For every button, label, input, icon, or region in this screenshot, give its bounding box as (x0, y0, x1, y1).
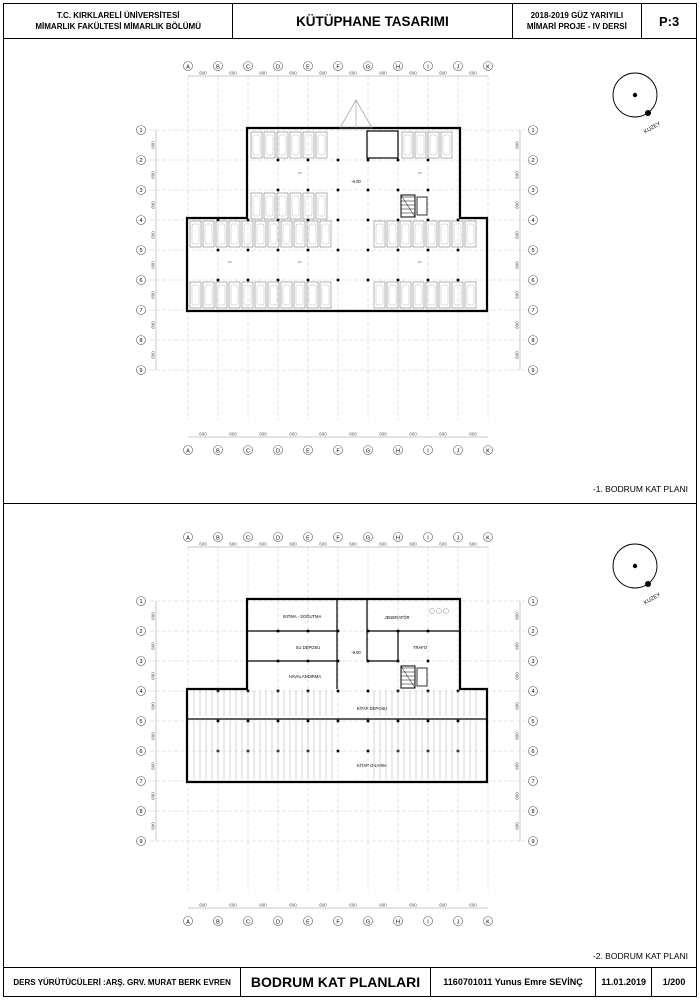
structural-column (337, 690, 340, 693)
grid-label-col-bottom: B (216, 448, 220, 455)
dimension-label: 600 (150, 822, 156, 830)
grid-label-row-right: 6 (531, 278, 535, 284)
elevator (417, 668, 427, 686)
dimension-label: 600 (349, 902, 357, 908)
dimension-label: 600 (514, 171, 520, 179)
drive-arrow-icon: ⇐ (417, 260, 423, 266)
grid-label-row-left: 4 (139, 218, 143, 224)
dimension-label: 600 (514, 261, 520, 269)
grid-label-col-bottom: G (365, 448, 371, 455)
project-title: KÜTÜPHANE TASARIMI (233, 4, 512, 38)
grid-label-col-bottom: A (186, 448, 190, 455)
level-marker: -9.00 (351, 650, 361, 655)
dimension-label: 600 (199, 541, 207, 547)
grid-label-col-top: D (276, 64, 280, 71)
grid-label-row-right: 4 (531, 218, 535, 224)
structural-column (367, 690, 370, 693)
grid-label-col-bottom: F (336, 919, 340, 926)
dimension-label: 600 (150, 612, 156, 620)
grid-label-row-left: 6 (139, 278, 143, 284)
grid-label-row-right: 3 (531, 659, 535, 665)
dimension-label: 600 (514, 201, 520, 209)
dimension-label: 600 (409, 902, 417, 908)
grid-label-row-right: 1 (531, 599, 535, 605)
structural-column (457, 720, 460, 723)
dimension-label: 600 (150, 642, 156, 650)
grid-label-col-top: H (396, 535, 400, 542)
grid-label-row-right: 8 (531, 809, 535, 815)
generator-unit (437, 609, 442, 614)
instructors: DERS YÜRÜTÜCÜLERİ :ARŞ. GRV. MURAT BERK EVREN (4, 968, 241, 996)
dimension-label: 600 (349, 70, 357, 76)
dimension-label: 600 (514, 321, 520, 329)
grid-label-row-left: 6 (139, 749, 143, 755)
north-arrow-center (633, 564, 637, 568)
grid-label-row-right: 8 (531, 338, 535, 344)
grid-label-col-top: A (186, 64, 190, 71)
generator-unit (430, 609, 435, 614)
grid-label-col-top: I (427, 64, 429, 71)
drive-arrow-icon: ⇐ (297, 171, 303, 177)
structural-column (247, 720, 250, 723)
room-label: SU DEPOSU (295, 645, 321, 650)
grid-label-col-top: F (336, 535, 340, 542)
plan-title-b2: -2. BODRUM KAT PLANI (592, 951, 688, 961)
grid-label-col-top: D (276, 535, 280, 542)
dimension-label: 600 (469, 902, 477, 908)
grid-label-row-left: 9 (139, 368, 143, 374)
room-label: KİTAP ONARIM (357, 763, 387, 768)
grid-label-row-right: 9 (531, 839, 535, 845)
student-name: 1160701011 Yunus Emre SEVİNÇ (431, 968, 597, 996)
dimension-label: 600 (439, 70, 447, 76)
generator-unit (444, 609, 449, 614)
structural-column (337, 720, 340, 723)
dimension-label: 600 (409, 431, 417, 437)
dimension-label: 600 (150, 291, 156, 299)
grid-label-col-bottom: K (486, 919, 490, 926)
dimension-label: 600 (514, 672, 520, 680)
dimension-label: 600 (150, 321, 156, 329)
grid-label-col-top: E (306, 64, 310, 71)
structural-column (337, 750, 340, 753)
dimension-label: 600 (439, 541, 447, 547)
dimension-label: 600 (379, 902, 387, 908)
grid-label-col-top: K (486, 64, 490, 71)
dimension-label: 600 (259, 902, 267, 908)
north-label: KUZEY (643, 120, 662, 136)
north-arrow-icon (645, 581, 651, 587)
grid-label-row-left: 7 (139, 308, 143, 314)
grid-label-row-right: 5 (531, 248, 535, 254)
grid-label-col-top: E (306, 535, 310, 542)
dimension-label: 600 (229, 70, 237, 76)
dimension-label: 600 (319, 902, 327, 908)
grid-label-row-right: 7 (531, 308, 535, 314)
grid-label-col-top: J (456, 64, 460, 71)
dimension-label: 600 (514, 231, 520, 239)
structural-column (277, 720, 280, 723)
room-label: KİTAP DEPOSU (356, 706, 388, 711)
dimension-label: 600 (439, 902, 447, 908)
stair-cross (401, 666, 415, 688)
dimension-label: 600 (150, 792, 156, 800)
grid-label-row-left: 7 (139, 779, 143, 785)
dimension-label: 600 (349, 541, 357, 547)
grid-label-col-bottom: E (306, 448, 310, 455)
grid-label-row-right: 6 (531, 749, 535, 755)
grid-label-col-top: C (246, 64, 250, 71)
grid-label-row-left: 4 (139, 689, 143, 695)
dimension-label: 600 (514, 612, 520, 620)
grid-label-col-bottom: I (427, 448, 429, 455)
grid-label-col-bottom: J (456, 919, 460, 926)
drawing-title: BODRUM KAT PLANLARI (241, 968, 430, 996)
dimension-label: 600 (259, 541, 267, 547)
grid-label-col-top: J (456, 535, 460, 542)
dimension-label: 600 (289, 70, 297, 76)
dimension-label: 600 (229, 431, 237, 437)
dimension-label: 600 (150, 171, 156, 179)
grid-label-row-right: 2 (531, 158, 535, 164)
grid-label-col-bottom: C (246, 919, 250, 926)
plan-title-b1: -1. BODRUM KAT PLANI (592, 484, 688, 494)
dimension-label: 600 (469, 541, 477, 547)
grid-label-col-top: B (216, 64, 220, 71)
grid-label-row-left: 3 (139, 188, 143, 194)
grid-label-col-bottom: J (456, 448, 460, 455)
dimension-label: 600 (514, 702, 520, 710)
grid-label-row-left: 1 (139, 128, 143, 134)
grid-label-col-top: A (186, 535, 190, 542)
dimension-label: 600 (150, 141, 156, 149)
grid-label-col-top: I (427, 535, 429, 542)
structural-column (367, 750, 370, 753)
structural-column (427, 660, 430, 663)
grid-label-col-top: F (336, 64, 340, 71)
grid-label-col-top: B (216, 535, 220, 542)
structural-column (397, 720, 400, 723)
dimension-label: 600 (150, 732, 156, 740)
grid-label-row-right: 4 (531, 689, 535, 695)
dimension-label: 600 (319, 70, 327, 76)
dimension-label: 600 (409, 541, 417, 547)
room-label: HAVALANDIRMA (288, 674, 322, 679)
dimension-label: 600 (514, 792, 520, 800)
dimension-label: 600 (469, 431, 477, 437)
university-line-2: MİMARLIK FAKÜLTESİ MİMARLIK BÖLÜMÜ (35, 22, 201, 31)
dimension-label: 600 (199, 70, 207, 76)
room-label: ISITMA - SOĞUTMA (282, 614, 322, 619)
dimension-label: 600 (319, 431, 327, 437)
dimension-label: 600 (409, 70, 417, 76)
grid-label-row-left: 2 (139, 158, 143, 164)
dimension-label: 600 (514, 141, 520, 149)
dimension-label: 600 (514, 642, 520, 650)
grid-label-col-bottom: H (396, 919, 400, 926)
dimension-label: 600 (150, 762, 156, 770)
dimension-label: 600 (289, 541, 297, 547)
grid-label-col-top: H (396, 64, 400, 71)
grid-label-row-left: 3 (139, 659, 143, 665)
grid-label-row-left: 5 (139, 248, 143, 254)
structural-column (427, 720, 430, 723)
level-marker: -6.00 (351, 179, 361, 184)
drive-arrow-icon: ⇐ (417, 171, 423, 177)
grid-label-col-top: K (486, 535, 490, 542)
grid-label-col-bottom: E (306, 919, 310, 926)
dimension-label: 600 (379, 70, 387, 76)
dimension-label: 600 (150, 201, 156, 209)
room-label: JENERATÖR (384, 615, 410, 620)
grid-label-row-right: 9 (531, 368, 535, 374)
dimension-label: 600 (150, 672, 156, 680)
structural-column (367, 720, 370, 723)
grid-label-row-right: 7 (531, 779, 535, 785)
grid-label-col-bottom: G (365, 919, 371, 926)
dimension-label: 600 (259, 431, 267, 437)
grid-label-row-left: 8 (139, 809, 143, 815)
dimension-label: 600 (514, 351, 520, 359)
dimension-label: 600 (514, 291, 520, 299)
drawing-scale: 1/200 (662, 977, 686, 987)
grid-label-col-bottom: A (186, 919, 190, 926)
dimension-label: 600 (514, 822, 520, 830)
dimension-label: 600 (514, 762, 520, 770)
grid-label-col-top: G (365, 64, 371, 71)
dimension-label: 600 (199, 902, 207, 908)
grid-label-col-bottom: F (336, 448, 340, 455)
structural-column (307, 720, 310, 723)
grid-label-row-right: 2 (531, 629, 535, 635)
dimension-label: 600 (349, 431, 357, 437)
dimension-label: 600 (229, 541, 237, 547)
grid-label-row-right: 3 (531, 188, 535, 194)
structural-column (217, 720, 220, 723)
dimension-label: 600 (150, 702, 156, 710)
grid-label-col-bottom: D (276, 919, 280, 926)
term-line-2: MİMARİ PROJE - IV DERSİ (526, 22, 627, 31)
drive-arrow-icon: ⇐ (297, 260, 303, 266)
dimension-label: 600 (150, 351, 156, 359)
grid-label-col-bottom: H (396, 448, 400, 455)
grid-label-row-left: 5 (139, 719, 143, 725)
dimension-label: 600 (439, 431, 447, 437)
grid-label-row-right: 1 (531, 128, 535, 134)
dimension-label: 600 (289, 902, 297, 908)
dimension-label: 600 (319, 541, 327, 547)
grid-label-col-top: C (246, 535, 250, 542)
room-label: TRAFO (412, 645, 428, 650)
grid-label-col-bottom: I (427, 919, 429, 926)
grid-label-col-bottom: K (486, 448, 490, 455)
grid-label-row-left: 1 (139, 599, 143, 605)
grid-label-col-bottom: C (246, 448, 250, 455)
grid-label-col-top: G (365, 535, 371, 542)
dimension-label: 600 (150, 231, 156, 239)
dimension-label: 600 (229, 902, 237, 908)
grid-label-row-left: 8 (139, 338, 143, 344)
grid-label-row-right: 5 (531, 719, 535, 725)
dimension-label: 600 (379, 431, 387, 437)
dimension-label: 600 (150, 261, 156, 269)
dimension-label: 600 (379, 541, 387, 547)
university-line-1: T.C. KIRKLARELİ ÜNİVERSİTESİ (56, 11, 180, 20)
dimension-label: 600 (199, 431, 207, 437)
dimension-label: 600 (514, 732, 520, 740)
grid-label-row-left: 9 (139, 839, 143, 845)
dimension-label: 600 (469, 70, 477, 76)
grid-label-col-bottom: B (216, 919, 220, 926)
sheet-number: P:3 (658, 13, 680, 29)
grid-label-col-bottom: D (276, 448, 280, 455)
term-line-1: 2018-2019 GÜZ YARIYILI (530, 11, 624, 20)
drive-arrow-icon: ⇐ (227, 260, 233, 266)
dimension-label: 600 (259, 70, 267, 76)
north-label: KUZEY (643, 591, 662, 607)
dimension-label: 600 (289, 431, 297, 437)
grid-label-row-left: 2 (139, 629, 143, 635)
drawing-date: 11.01.2019 (596, 968, 652, 996)
